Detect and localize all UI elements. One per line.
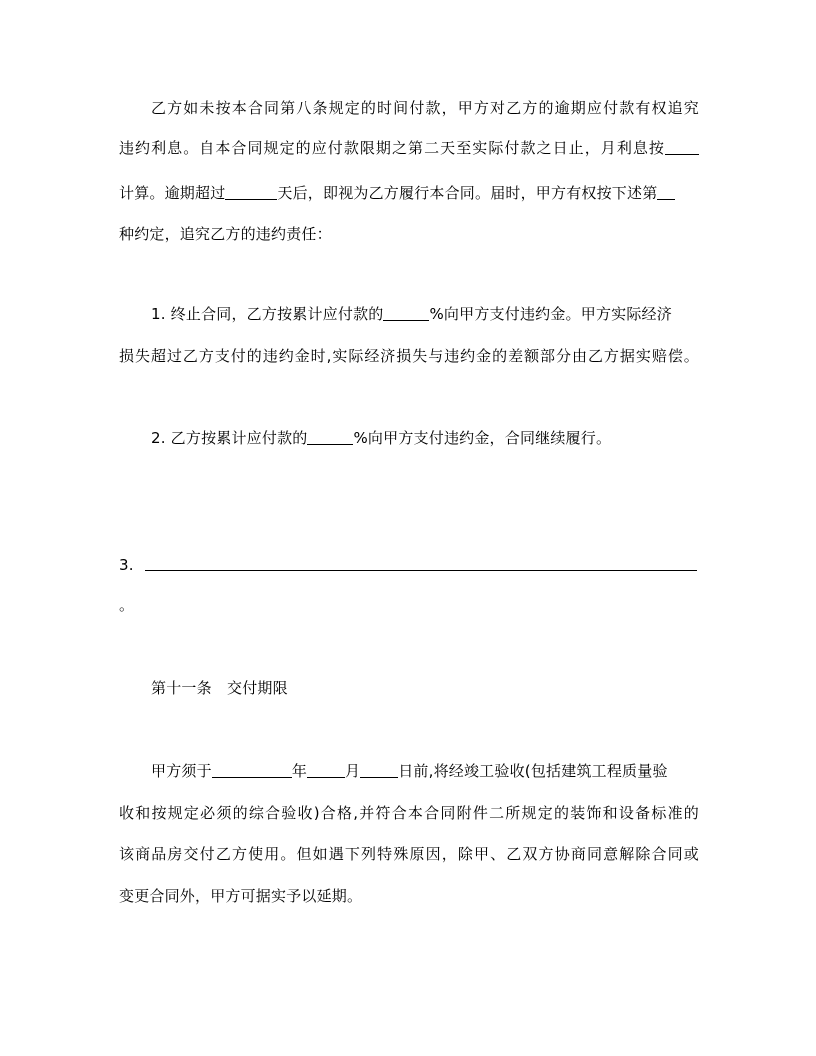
fill-blank [225,183,277,200]
paragraph-line [119,182,699,204]
text-span: %向甲方支付违约金。甲方实际经济 [429,305,672,323]
text-span: 天后，即视为乙方履行本合同。届时，甲方有权按下述第 [277,184,658,202]
text-span: 日前,将经竣工验收(包括建筑工程质量验 [398,762,668,780]
fill-blank [307,428,353,445]
text-span: 计算。逾期超过 [119,184,226,202]
text-span: 1. 终止合同，乙方按累计应付款的 [151,305,384,323]
paragraph-line [119,802,699,824]
fill-blank [665,138,699,155]
text-span: 甲方须于 [151,762,212,780]
text-span: %向甲方支付违约金，合同继续履行。 [353,429,612,447]
paragraph-line [119,137,699,159]
list-item [119,554,699,576]
text-span: 月 [345,762,361,780]
paragraph-line [119,594,699,616]
list-item [151,303,699,325]
text-span: 第十一条 交付期限 [151,679,288,697]
fill-blank [657,183,675,200]
list-item [151,427,699,449]
fill-blank [212,761,292,778]
section-heading [151,677,699,699]
text-span: 年 [291,762,308,780]
paragraph-line [119,843,699,865]
fill-blank [307,761,345,778]
paragraph-line [119,885,699,907]
text-span: 种约定，追究乙方的违约责任： [119,225,332,243]
fill-blank [383,304,429,321]
paragraph-line [151,97,699,119]
text-span: 3. [119,556,134,574]
text-span: 2. 乙方按累计应付款的 [151,429,308,447]
fill-blank [360,761,398,778]
paragraph-line [151,760,699,782]
text-span: 违约利息。自本合同规定的应付款限期之第二天至实际付款之日止，月利息按 [119,139,665,157]
text-span: 乙方如未按本合同第八条规定的时间付款，甲方对乙方的逾期应付款有权追究 [151,99,699,117]
long-fill-line [145,570,697,571]
paragraph-line [119,345,699,367]
paragraph-line [119,223,699,245]
text-span: 损失超过乙方支付的违约金时,实际经济损失与违约金的差额部分由乙方据实赔偿。 [119,347,699,365]
text-span: 。 [119,596,135,614]
text-span: 变更合同外，甲方可据实予以延期。 [119,887,363,905]
text-span: 收和按规定必须的综合验收)合格,并符合本合同附件二所规定的装饰和设备标准的 [119,804,699,822]
text-span: 该商品房交付乙方使用。但如遇下列特殊原因，除甲、乙双方协商同意解除合同或 [119,845,699,863]
